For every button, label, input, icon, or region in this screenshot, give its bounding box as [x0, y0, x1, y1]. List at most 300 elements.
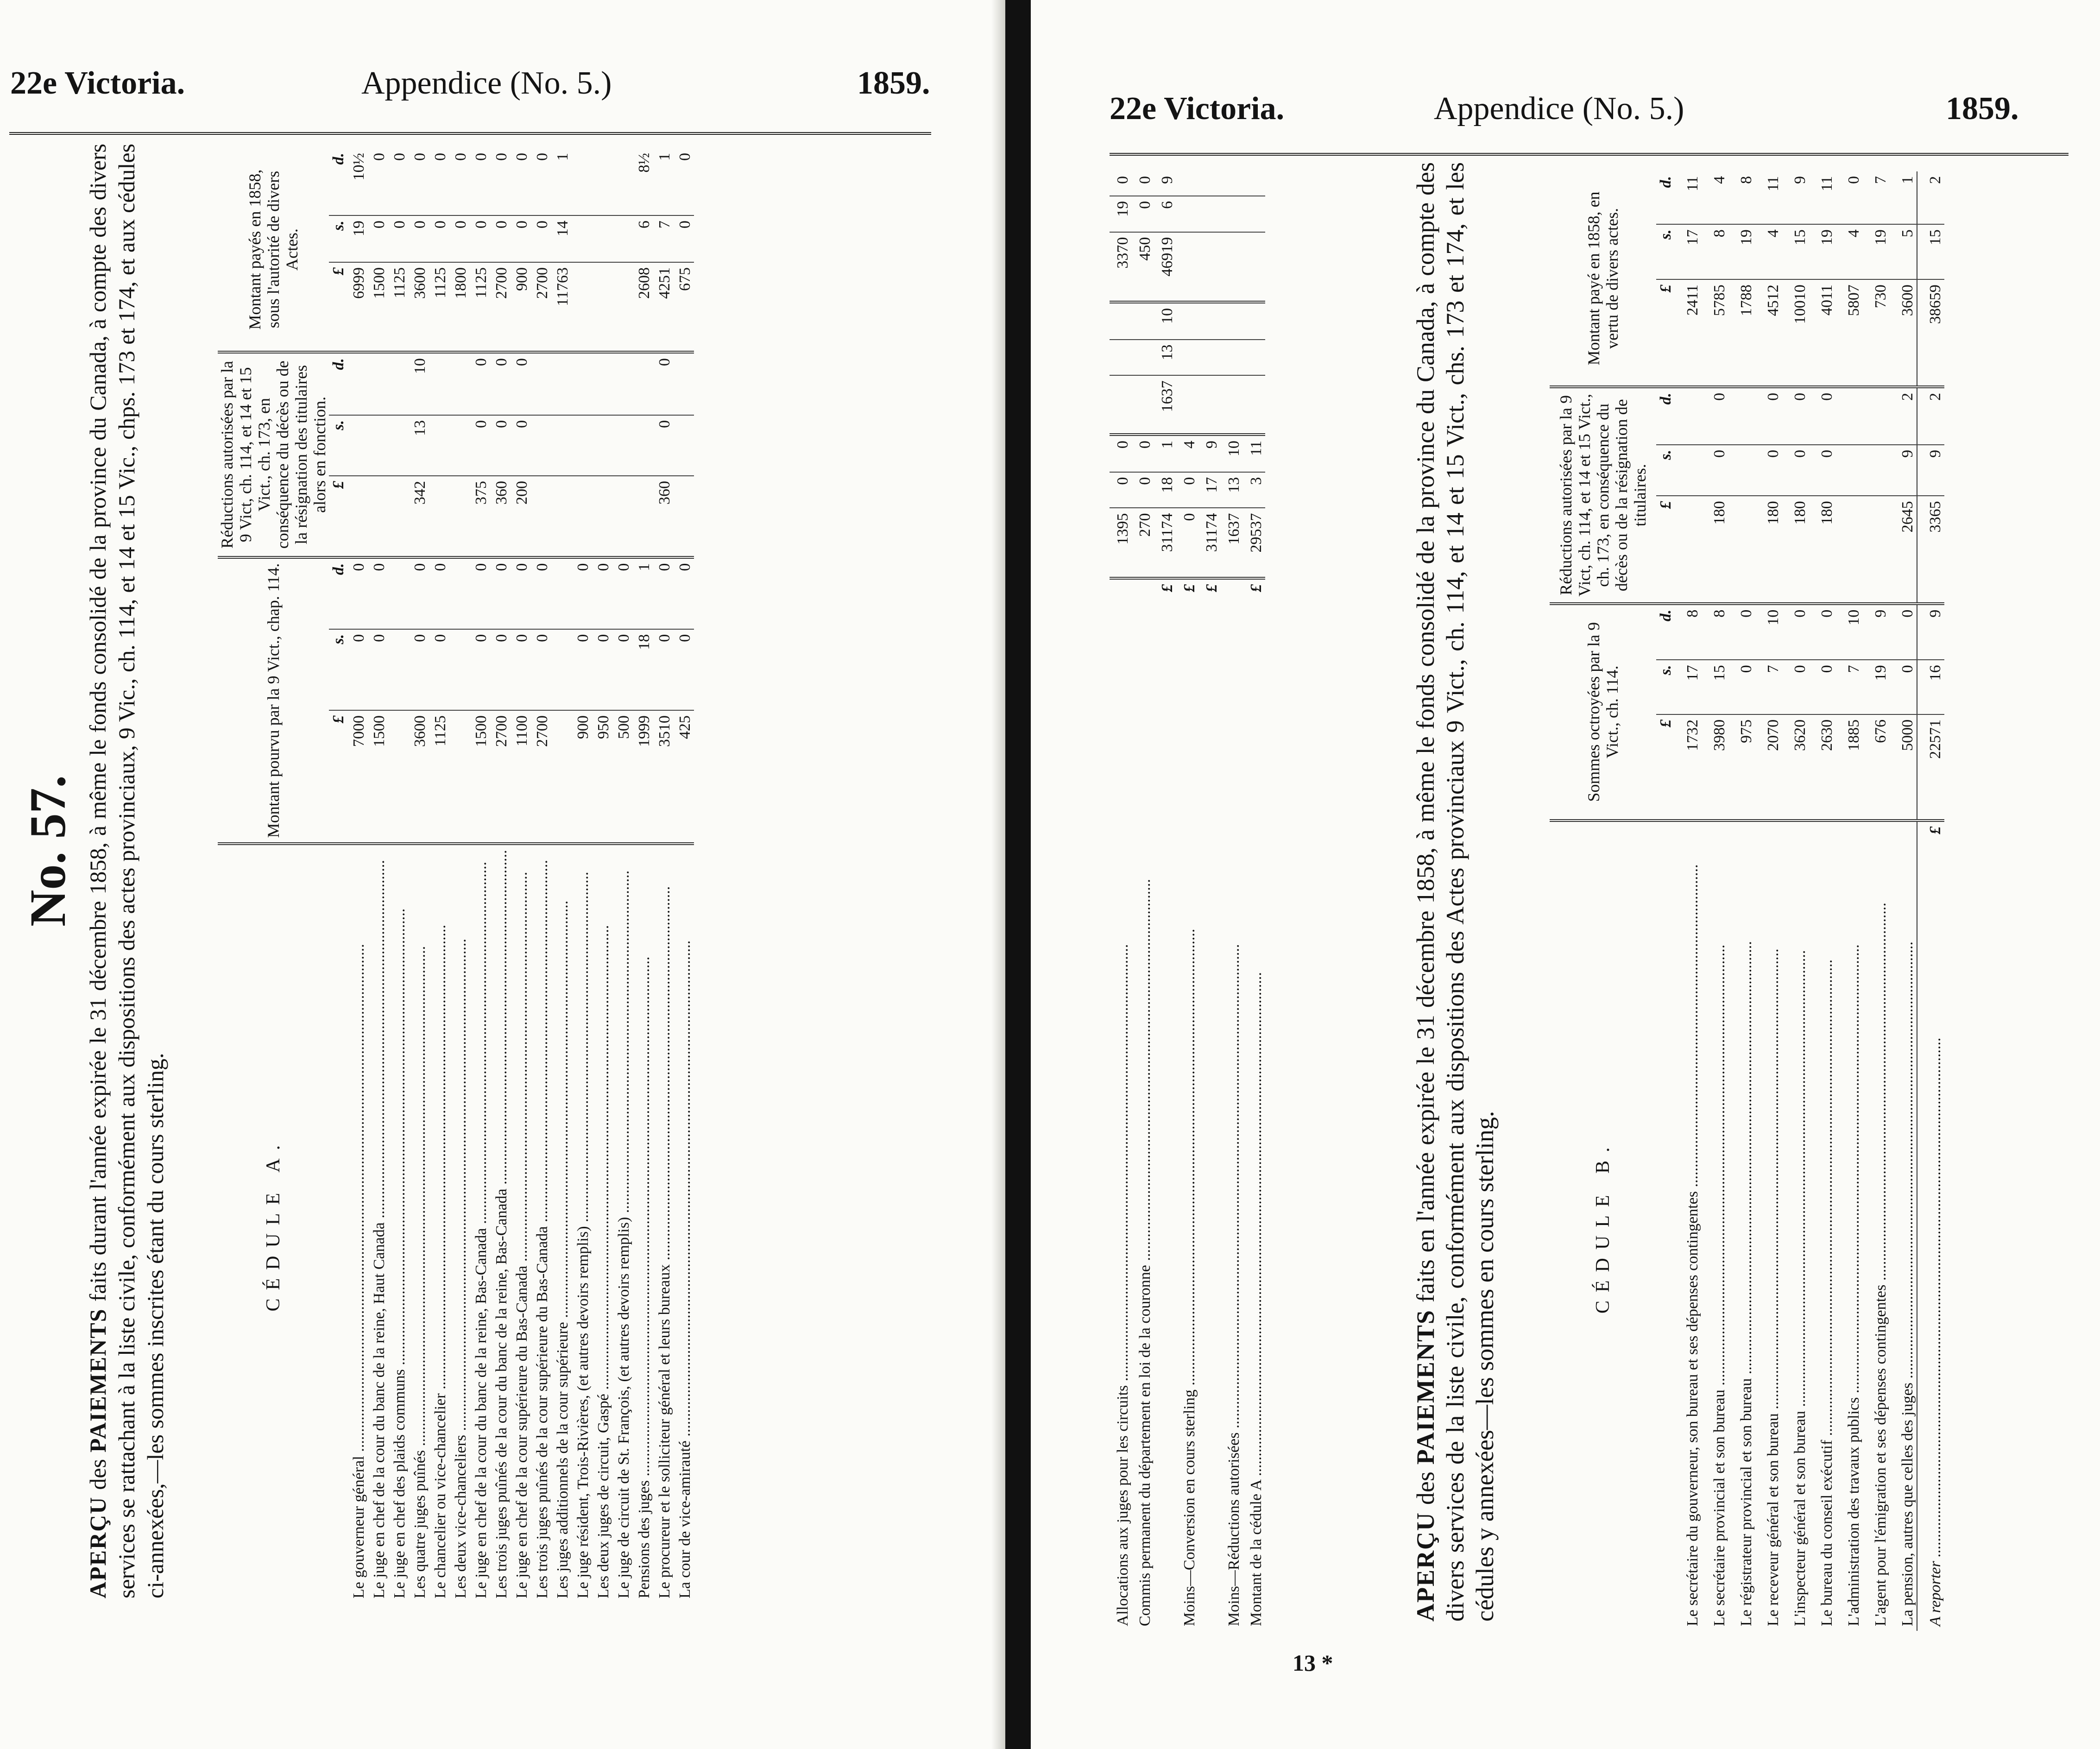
col-montant-paye: Montant payés en 1858, sous l'autorité de divers Actes.: [218, 148, 329, 352]
total-label: A reporter .................................................................................................................................... £: [1917, 821, 1944, 1631]
continued-table-block: [1110, 171, 1397, 1631]
row-label: Les juges additionnels de la cour supérieure ..........................................................................................................: [554, 900, 571, 1598]
col1-pence: 0: [409, 557, 429, 629]
col3-pence: 0: [449, 148, 470, 215]
intro-keyword: PAIEMENTS: [85, 1308, 111, 1452]
col3-pounds: 4251: [653, 262, 674, 352]
row-label: Le bureau du conseil exécutif .........................................................................................................................: [1818, 959, 1835, 1626]
row-label: [1198, 578, 1221, 1631]
col2-pounds: [449, 476, 470, 557]
col1-pence: [449, 557, 470, 629]
col1-pence: 0: [1110, 435, 1132, 472]
col1-pounds: 270: [1132, 508, 1154, 578]
col3-pounds: 2411: [1675, 279, 1702, 387]
table-row: [592, 148, 612, 1603]
right-intro: [1411, 162, 1500, 1622]
col1-shillings: [551, 629, 572, 710]
col2-pounds: [633, 476, 653, 557]
intro-lead: APERÇU: [85, 1496, 111, 1598]
col3-pounds: 10010: [1782, 279, 1809, 387]
total-col1-pence: 9: [1917, 604, 1944, 660]
col2-pence: 0: [470, 352, 490, 415]
col3-pence: [612, 148, 633, 215]
table-row: [1836, 171, 1863, 1631]
col1-pence: 0: [368, 557, 388, 629]
col1-pounds: [551, 710, 572, 844]
col2-pounds: [368, 476, 388, 557]
header-appendix: Appendice (No. 5.): [1434, 91, 1684, 126]
intro-text: des PAIEMENTS faits durant l'année expirée le 31 décembre 1858, à même le fonds consolidé de la province du Canada, à compte des divers services se rattachant à la liste civile, conformément aux dispositions des actes provinciaux, 9 Vic., ch. 114, et 14 et 15 Vic., chps. 173 et 174, et aux cédules ci-annexées,—les sommes inscrites étant du cours sterling.: [85, 144, 168, 1598]
col3-pence: 8: [1728, 171, 1755, 224]
col2-pounds: [551, 476, 572, 557]
col3-pence: 0: [388, 148, 409, 215]
col1-pounds: 950: [592, 710, 612, 844]
col2-pence: 0: [511, 352, 531, 415]
col1-pence: 0: [674, 557, 694, 629]
col3-pence: [592, 148, 612, 215]
col3-pence: 7: [1863, 171, 1890, 224]
schedule-a: [218, 148, 876, 1603]
row-label: Le juge de circuit de St. François, (et autres devoirs remplis) .......................................................................................: [615, 870, 632, 1598]
col1-pounds: 1395: [1110, 508, 1132, 578]
col3-pounds: 1800: [449, 262, 470, 352]
col1-pence: 1: [633, 557, 653, 629]
row-label: Commis permanent du département en loi de la couronne .................................................................................................: [1136, 879, 1154, 1626]
unit-shillings: s.: [329, 629, 347, 710]
col2-shillings: 0: [1755, 445, 1782, 496]
col1-pounds: 3510: [653, 710, 674, 844]
col1-pounds: 2630: [1809, 714, 1836, 821]
col3-pounds: 900: [511, 262, 531, 352]
col1-pounds: 1637: [1221, 508, 1243, 578]
col2-pence: [1243, 302, 1265, 340]
unit-pence: d.: [329, 557, 347, 629]
col3-shillings: 0: [1132, 196, 1154, 232]
col1-shillings: 0: [674, 629, 694, 710]
col1-pence: 0: [1782, 604, 1809, 660]
schedule-a-continued: [1110, 171, 1265, 1631]
col3-pounds: [592, 262, 612, 352]
col2-pence: [592, 352, 612, 415]
col2-shillings: 0: [1782, 445, 1809, 496]
table-row: [449, 148, 470, 1603]
col2-pence: 0: [490, 352, 511, 415]
unit-pence: d.: [1656, 171, 1675, 224]
col2-pence: 10: [409, 352, 429, 415]
col1-pounds: 2070: [1755, 714, 1782, 821]
col1-pence: 4: [1176, 435, 1198, 472]
col3-shillings: [1176, 196, 1198, 232]
col3-shillings: 15: [1782, 224, 1809, 279]
col2-pounds: [1836, 496, 1863, 603]
col2-shillings: 0: [1702, 445, 1728, 496]
col1-shillings: 0: [572, 629, 592, 710]
col1-shillings: 0: [531, 629, 551, 710]
col2-shillings: [1243, 340, 1265, 376]
col-montant-paye: Montant payé en 1858, en vertu de divers actes.: [1550, 171, 1656, 387]
col2-shillings: [1675, 445, 1702, 496]
col3-pounds: 675: [674, 262, 694, 352]
col2-pounds: [1176, 375, 1198, 435]
col3-pence: [1221, 171, 1243, 196]
col2-pence: [368, 352, 388, 415]
col1-pounds: 3980: [1702, 714, 1728, 821]
row-unit: £: [1203, 584, 1220, 592]
col2-pounds: 2645: [1890, 496, 1917, 603]
col1-pence: 0: [653, 557, 674, 629]
intro-keyword: PAIEMENTS: [1412, 1309, 1439, 1465]
col2-shillings: [572, 415, 592, 476]
units-spacer: [1656, 821, 1675, 1631]
row-label: Le juge en chef de la cour du banc de la reine, Bas-Canada ............................................................................................: [473, 861, 490, 1598]
col3-shillings: [572, 215, 592, 262]
col3-pence: 10½: [347, 148, 368, 215]
col3-pounds: 5807: [1836, 279, 1863, 387]
col3-shillings: [592, 215, 612, 262]
units-row: [329, 148, 347, 1603]
header-session: 22e Victoria.: [1110, 91, 1285, 126]
col1-shillings: 0: [347, 629, 368, 710]
col3-pounds: [1243, 232, 1265, 302]
col2-pence: [1176, 302, 1198, 340]
col1-pounds: 3600: [409, 710, 429, 844]
col1-shillings: 0: [1110, 472, 1132, 508]
col2-shillings: [592, 415, 612, 476]
col-montant-pourvu: Montant pourvu par la 9 Vict., chap. 114.: [218, 557, 329, 844]
col2-pounds: 200: [511, 476, 531, 557]
col2-pence: [1198, 302, 1221, 340]
col2-shillings: 9: [1890, 445, 1917, 496]
col2-pence: [1221, 302, 1243, 340]
table-row: [511, 148, 531, 1603]
col1-pounds: 500: [612, 710, 633, 844]
col3-shillings: 19: [1809, 224, 1836, 279]
col2-shillings: [612, 415, 633, 476]
col1-pence: 8: [1675, 604, 1702, 660]
col2-shillings: [388, 415, 409, 476]
row-label: Le secrétaire provincial et son bureau ................................................................................................................: [1711, 944, 1728, 1626]
col2-pence: [429, 352, 449, 415]
table-row: [1198, 171, 1221, 1631]
header-year: 1859.: [857, 65, 930, 101]
right-page: [1031, 0, 2100, 1749]
col3-pounds: 6999: [347, 262, 368, 352]
col1-pence: 0: [511, 557, 531, 629]
row-label: Moins—Conversion en cours sterling .................................................................................................................... £: [1181, 584, 1198, 1626]
table-row: [1728, 171, 1755, 1631]
col2-pounds: [592, 476, 612, 557]
col1-shillings: 0: [612, 629, 633, 710]
col2-pence: [633, 352, 653, 415]
col2-shillings: 13: [409, 415, 429, 476]
table-row: [551, 148, 572, 1603]
table-row: [1154, 171, 1176, 1631]
row-label: Le juge en chef des plaids communs ....................................................................................................................: [391, 908, 408, 1598]
total-col2-pence: 2: [1917, 387, 1944, 445]
col1-pounds: 1999: [633, 710, 653, 844]
col1-pounds: [388, 710, 409, 844]
col1-pence: 1: [1154, 435, 1176, 472]
col2-pounds: 342: [409, 476, 429, 557]
col1-pence: 0: [470, 557, 490, 629]
row-label: Les trois juges puînés de la cour supérieure du Bas-Canada ............................................................................................: [534, 860, 551, 1598]
col2-pence: 0: [1755, 387, 1782, 445]
col2-pence: [1863, 387, 1890, 445]
col2-shillings: [449, 415, 470, 476]
col2-shillings: [551, 415, 572, 476]
unit-pence: d.: [329, 148, 347, 215]
row-label: L'agent pour l'émigration et ses dépenses contingentes ................................................................................................: [1872, 903, 1889, 1626]
col1-shillings: 0: [429, 629, 449, 710]
col3-pounds: [572, 262, 592, 352]
col3-pence: [572, 148, 592, 215]
col1-shillings: 18: [633, 629, 653, 710]
table-row: [674, 148, 694, 1603]
col3-pence: 4: [1702, 171, 1728, 224]
col1-pounds: 1125: [429, 710, 449, 844]
col2-pence: 0: [653, 352, 674, 415]
col-sommes-octroyees: Sommes octroyées par la 9 Vict., ch. 114.: [1550, 604, 1656, 821]
col1-pounds: 425: [674, 710, 694, 844]
unit-shillings: s.: [329, 415, 347, 476]
col1-shillings: 13: [1221, 472, 1243, 508]
col1-shillings: 0: [511, 629, 531, 710]
col1-shillings: [449, 629, 470, 710]
col1-pounds: 1732: [1675, 714, 1702, 821]
col2-pence: 0: [1782, 387, 1809, 445]
col1-pounds: 900: [572, 710, 592, 844]
col1-shillings: 0: [1132, 472, 1154, 508]
intro-lead: APERÇU: [1412, 1512, 1439, 1622]
col2-pounds: 360: [653, 476, 674, 557]
table-row: [1809, 171, 1836, 1631]
schedule-a-table: [218, 148, 694, 1603]
col2-pounds: [572, 476, 592, 557]
col1-pence: 9: [1198, 435, 1221, 472]
col3-pounds: 1125: [470, 262, 490, 352]
col1-pounds: 975: [1728, 714, 1755, 821]
col2-pence: 10: [1154, 302, 1176, 340]
col2-pounds: [674, 476, 694, 557]
col3-pence: 0: [368, 148, 388, 215]
col2-pounds: [1675, 496, 1702, 603]
col2-shillings: [633, 415, 653, 476]
table-row: [1243, 171, 1265, 1631]
col1-pence: 9: [1863, 604, 1890, 660]
row-label: La cour de vice-amirauté ..............................................................................................................................: [676, 940, 694, 1598]
col3-shillings: [1198, 196, 1221, 232]
col2-pence: [674, 352, 694, 415]
table-row: [572, 148, 592, 1603]
col3-shillings: 8: [1702, 224, 1728, 279]
col2-pence: [551, 352, 572, 415]
col1-pence: 0: [1132, 435, 1154, 472]
col2-pounds: 180: [1782, 496, 1809, 603]
col3-shillings: 0: [490, 215, 511, 262]
col1-pence: 10: [1755, 604, 1782, 660]
col3-pounds: 3600: [409, 262, 429, 352]
header-appendix: Appendice (No. 5.): [361, 65, 612, 101]
col3-shillings: 0: [470, 215, 490, 262]
col2-pence: [347, 352, 368, 415]
table-row: [409, 148, 429, 1603]
col1-shillings: 0: [490, 629, 511, 710]
col3-shillings: 6: [1154, 196, 1176, 232]
col1-shillings: 18: [1154, 472, 1176, 508]
col2-pence: [612, 352, 633, 415]
col2-shillings: 0: [653, 415, 674, 476]
col1-shillings: [388, 629, 409, 710]
table-row: [1755, 171, 1782, 1631]
row-label: La pension, autres que celles des juges ...............................................................................................................: [1899, 941, 1916, 1626]
col1-pounds: 31174: [1198, 508, 1221, 578]
col3-pence: 0: [490, 148, 511, 215]
left-intro: [83, 144, 170, 1598]
col1-pounds: 0: [1176, 508, 1198, 578]
total-col1-pounds: 22571: [1917, 714, 1944, 821]
unit-pounds: £: [329, 710, 347, 844]
total-col3-pence: 2: [1917, 171, 1944, 224]
col1-pounds: 2700: [531, 710, 551, 844]
col-reductions: Réductions autorisées par la 9 Vict, ch. 114, et 14 et 15 Vict., ch. 173, en conséquence du décès ou de la résignation de titulaires.: [1550, 387, 1656, 604]
page-shadow: [991, 0, 1005, 1749]
col2-pounds: 375: [470, 476, 490, 557]
row-unit: £: [1159, 584, 1176, 592]
col3-pence: 0: [429, 148, 449, 215]
col3-pence: 0: [531, 148, 551, 215]
table-row: [490, 148, 511, 1603]
table-row: [1863, 171, 1890, 1631]
col2-shillings: [1176, 340, 1198, 376]
col2-pounds: [347, 476, 368, 557]
col3-shillings: 6: [633, 215, 653, 262]
col2-pence: [1110, 302, 1132, 340]
col2-pence: 0: [1809, 387, 1836, 445]
table-row: [1110, 171, 1132, 1631]
col2-pounds: [388, 476, 409, 557]
col3-shillings: 19: [1728, 224, 1755, 279]
col2-shillings: [347, 415, 368, 476]
col1-pounds: 1500: [470, 710, 490, 844]
total-row: [1917, 171, 1944, 1631]
row-unit: £: [1181, 584, 1198, 592]
table-row: [653, 148, 674, 1603]
col3-pounds: 2700: [490, 262, 511, 352]
row-label: Montant de la cédule A ................................................................................................................................ £: [1248, 584, 1265, 1626]
row-label: Les trois juges puînés de la cour du banc de la reine, Bas-Canada .....................................................................................: [493, 850, 510, 1598]
col2-pounds: 180: [1702, 496, 1728, 603]
col3-pence: 0: [1132, 171, 1154, 196]
col2-pounds: [531, 476, 551, 557]
col3-shillings: [1221, 196, 1243, 232]
col2-shillings: 0: [470, 415, 490, 476]
col1-shillings: 7: [1836, 660, 1863, 714]
col2-pounds: [1728, 496, 1755, 603]
unit-pounds: £: [1656, 279, 1675, 387]
schedule-a-rows: [347, 148, 694, 1603]
col1-pence: [388, 557, 409, 629]
col2-pence: [531, 352, 551, 415]
col1-shillings: 17: [1675, 660, 1702, 714]
row-label: Pensions des juges ....................................................................................................................................: [636, 956, 653, 1598]
col2-shillings: [368, 415, 388, 476]
col3-shillings: 0: [368, 215, 388, 262]
table-row: [388, 148, 409, 1603]
col3-shillings: 0: [449, 215, 470, 262]
col2-shillings: [1728, 445, 1755, 496]
col1-pounds: 1500: [368, 710, 388, 844]
col3-pounds: 2608: [633, 262, 653, 352]
col3-pence: 0: [674, 148, 694, 215]
row-label: Moins—Réductions autorisées ...........................................................................................................................: [1225, 944, 1242, 1626]
unit-pounds: £: [1656, 714, 1675, 821]
col3-pounds: [1221, 232, 1243, 302]
col3-pence: 1: [653, 148, 674, 215]
col2-pounds: 1637: [1154, 375, 1176, 435]
row-label: Le chancelier ou vice-chancelier ......................................................................................................................: [432, 924, 449, 1598]
col3-shillings: 19: [347, 215, 368, 262]
col3-shillings: [612, 215, 633, 262]
page-marker: 13 *: [1293, 1650, 1333, 1676]
col2-pence: [1132, 302, 1154, 340]
table-row: [1675, 171, 1702, 1631]
unit-shillings: s.: [1656, 224, 1675, 279]
col2-pence: [388, 352, 409, 415]
row-label: L'inspecteur général et son bureau ....................................................................................................................: [1791, 950, 1809, 1626]
table-row: [1782, 171, 1809, 1631]
col3-pounds: [1198, 232, 1221, 302]
col2-pence: 2: [1890, 387, 1917, 445]
total-col2-pounds: 3365: [1917, 496, 1944, 603]
col1-pence: 10: [1836, 604, 1863, 660]
col2-pounds: [1198, 375, 1221, 435]
col2-shillings: [429, 415, 449, 476]
col1-pence: 0: [1890, 604, 1917, 660]
col3-shillings: 14: [551, 215, 572, 262]
col2-shillings: [674, 415, 694, 476]
col3-pence: 0: [470, 148, 490, 215]
col3-pounds: 4011: [1809, 279, 1836, 387]
col3-shillings: 5: [1890, 224, 1917, 279]
unit-pounds: £: [329, 262, 347, 352]
col1-shillings: 7: [1755, 660, 1782, 714]
row-unit: £: [1248, 584, 1265, 592]
col3-shillings: 0: [388, 215, 409, 262]
left-intro-block: [83, 144, 170, 1598]
col1-shillings: 0: [1890, 660, 1917, 714]
header-rule: [9, 132, 931, 135]
col3-shillings: 0: [409, 215, 429, 262]
col3-pounds: 1500: [368, 262, 388, 352]
col3-pounds: 11763: [551, 262, 572, 352]
table-row: [368, 148, 388, 1603]
col2-pence: [1836, 387, 1863, 445]
header-rule: [1110, 153, 2068, 156]
col1-pounds: 2700: [490, 710, 511, 844]
col1-pence: 0: [592, 557, 612, 629]
units-row: [1656, 171, 1675, 1631]
col1-pounds: 1100: [511, 710, 531, 844]
col2-shillings: [1110, 340, 1132, 376]
row-label: Le juge en chef de la cour supérieure du Bas-Canada ...................................................................................................: [513, 871, 530, 1598]
col1-pounds: 31174: [1154, 508, 1176, 578]
table-row: [1890, 171, 1917, 1631]
col1-shillings: 0: [592, 629, 612, 710]
col3-pounds: 1125: [388, 262, 409, 352]
col2-pounds: 180: [1809, 496, 1836, 603]
col3-pence: 9: [1154, 171, 1176, 196]
col1-pence: 0: [490, 557, 511, 629]
